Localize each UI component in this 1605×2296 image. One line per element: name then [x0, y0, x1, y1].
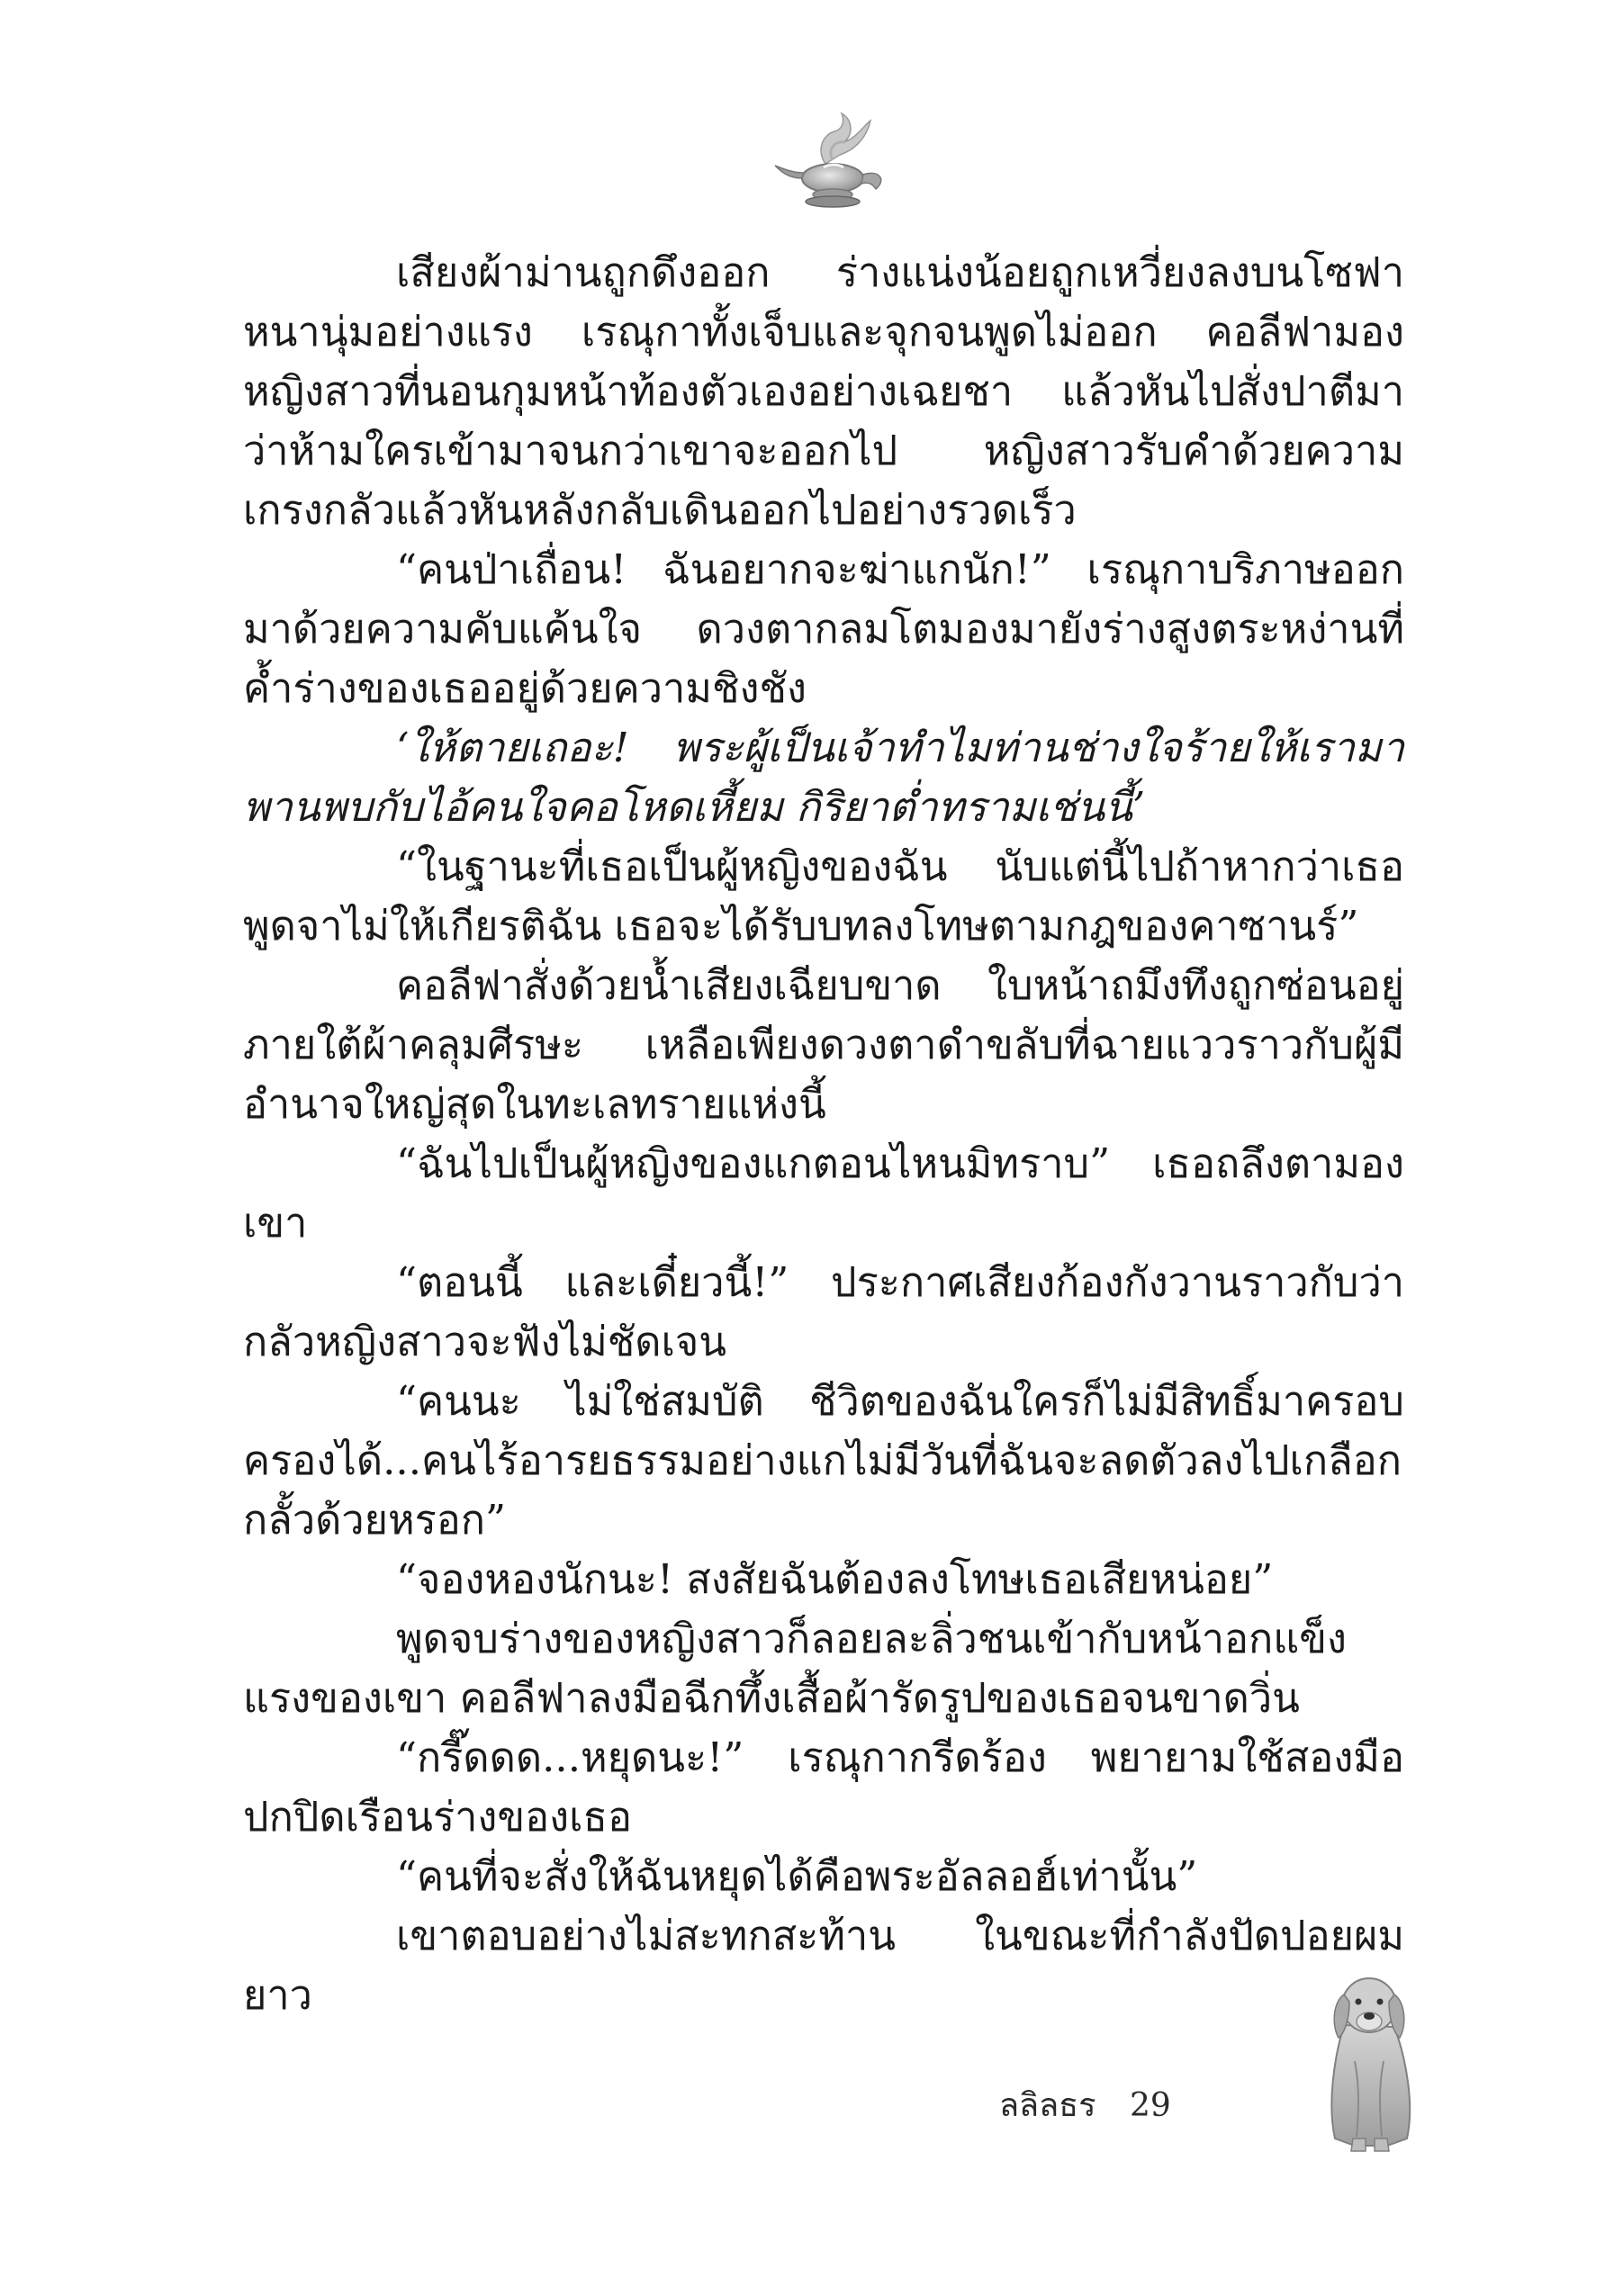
- body-text: [243, 243, 1404, 2025]
- book-title: ลลิลธร: [999, 2087, 1096, 2124]
- sitting-dog-icon: [1301, 1962, 1436, 2156]
- paragraph: พูดจบร่างของหญิงสาวก็ลอยละลิ่วชนเข้ากับหน้าอกแข็งแรงของเขา คอลีฟาลงมือฉีกทึ้งเสื้อผ้ารัดรูปของเธอจนขาดวิ่น: [243, 1615, 1348, 1722]
- italic-paragraph: ‘ให้ตายเถอะ! พระผู้เป็นเจ้าทำไมท่านช่างใจร้ายให้เรามาพานพบกับไอ้คนใจคอโหดเหี้ยม กิริยาต่ำทรามเช่นนี้’: [243, 724, 1404, 831]
- paragraph: “คนป่าเถื่อน! ฉันอยากจะฆ่าแกนัก!” เรณุกาบริภาษออกมาด้วยความคับแค้นใจ ดวงตากลมโตมองมายังร่างสูงตระหง่านที่ค้ำร่างของเธออยู่ด้วยความชิงชัง: [243, 545, 1404, 712]
- paragraph: “คนที่จะสั่งให้ฉันหยุดได้คือพระอัลลอฮ์เท่านั้น”: [396, 1852, 1198, 1900]
- paragraph: คอลีฟาสั่งด้วยน้ำเสียงเฉียบขาด ใบหน้าถมึงทึงถูกซ่อนอยู่ภายใต้ผ้าคลุมศีรษะ เหลือเพียงดวงตาดำขลับที่ฉายแววราวกับผู้มีอำนาจใหญ่สุดในทะเลทรายแห่งนี้: [243, 961, 1404, 1128]
- paragraph: เขาตอบอย่างไม่สะทกสะท้าน ในขณะที่กำลังปัดปอยผมยาว: [243, 1912, 1404, 2019]
- paragraph: “ฉันไปเป็นผู้หญิงของแกตอนไหนมิทราบ” เธอถลึงตามองเขา: [243, 1139, 1404, 1247]
- paragraph: “คนนะ ไม่ใช่สมบัติ ชีวิตของฉันใครก็ไม่มีสิทธิ์มาครอบครองได้...คนไร้อารยธรรมอย่างแกไม่มีวันที่ฉันจะลดตัวลงไปเกลือกกลั้วด้วยหรอก”: [243, 1377, 1404, 1544]
- paragraph: “จองหองนักนะ! สงสัยฉันต้องลงโทษเธอเสียหน่อย”: [396, 1555, 1274, 1603]
- paragraph: “กรี๊ดดด...หยุดนะ!” เรณุกากรีดร้อง พยายามใช้สองมือปกปิดเรือนร่างของเธอ: [243, 1733, 1404, 1841]
- paragraph: “ตอนนี้ และเดี๋ยวนี้!” ประกาศเสียงก้องกังวานราวกับว่ากลัวหญิงสาวจะฟังไม่ชัดเจน: [243, 1258, 1404, 1365]
- paragraph: เสียงผ้าม่านถูกดึงออก ร่างแน่งน้อยถูกเหวี่ยงลงบนโซฟาหนานุ่มอย่างแรง เรณุกาทั้งเจ็บและจุกจนพูดไม่ออก คอลีฟามองหญิงสาวที่นอนกุมหน้าท้องตัวเองอย่างเฉยชา แล้วหันไปสั่งปาตีมาว่าห้ามใครเข้ามาจนกว่าเขาจะออกไป หญิงสาวรับคำด้วยความเกรงกลัวแล้วหันหลังกลับเดินออกไปอย่างรวดเร็ว: [243, 248, 1404, 534]
- page-footer: [999, 2079, 1171, 2130]
- page-number: 29: [1129, 2087, 1171, 2124]
- paragraph: “ในฐานะที่เธอเป็นผู้หญิงของฉัน นับแต่นี้ไปถ้าหากว่าเธอพูดจาไม่ให้เกียรติฉัน เธอจะได้รับบทลงโทษตามกฎของคาซานร์”: [243, 842, 1404, 950]
- magic-lamp-icon: [770, 108, 905, 221]
